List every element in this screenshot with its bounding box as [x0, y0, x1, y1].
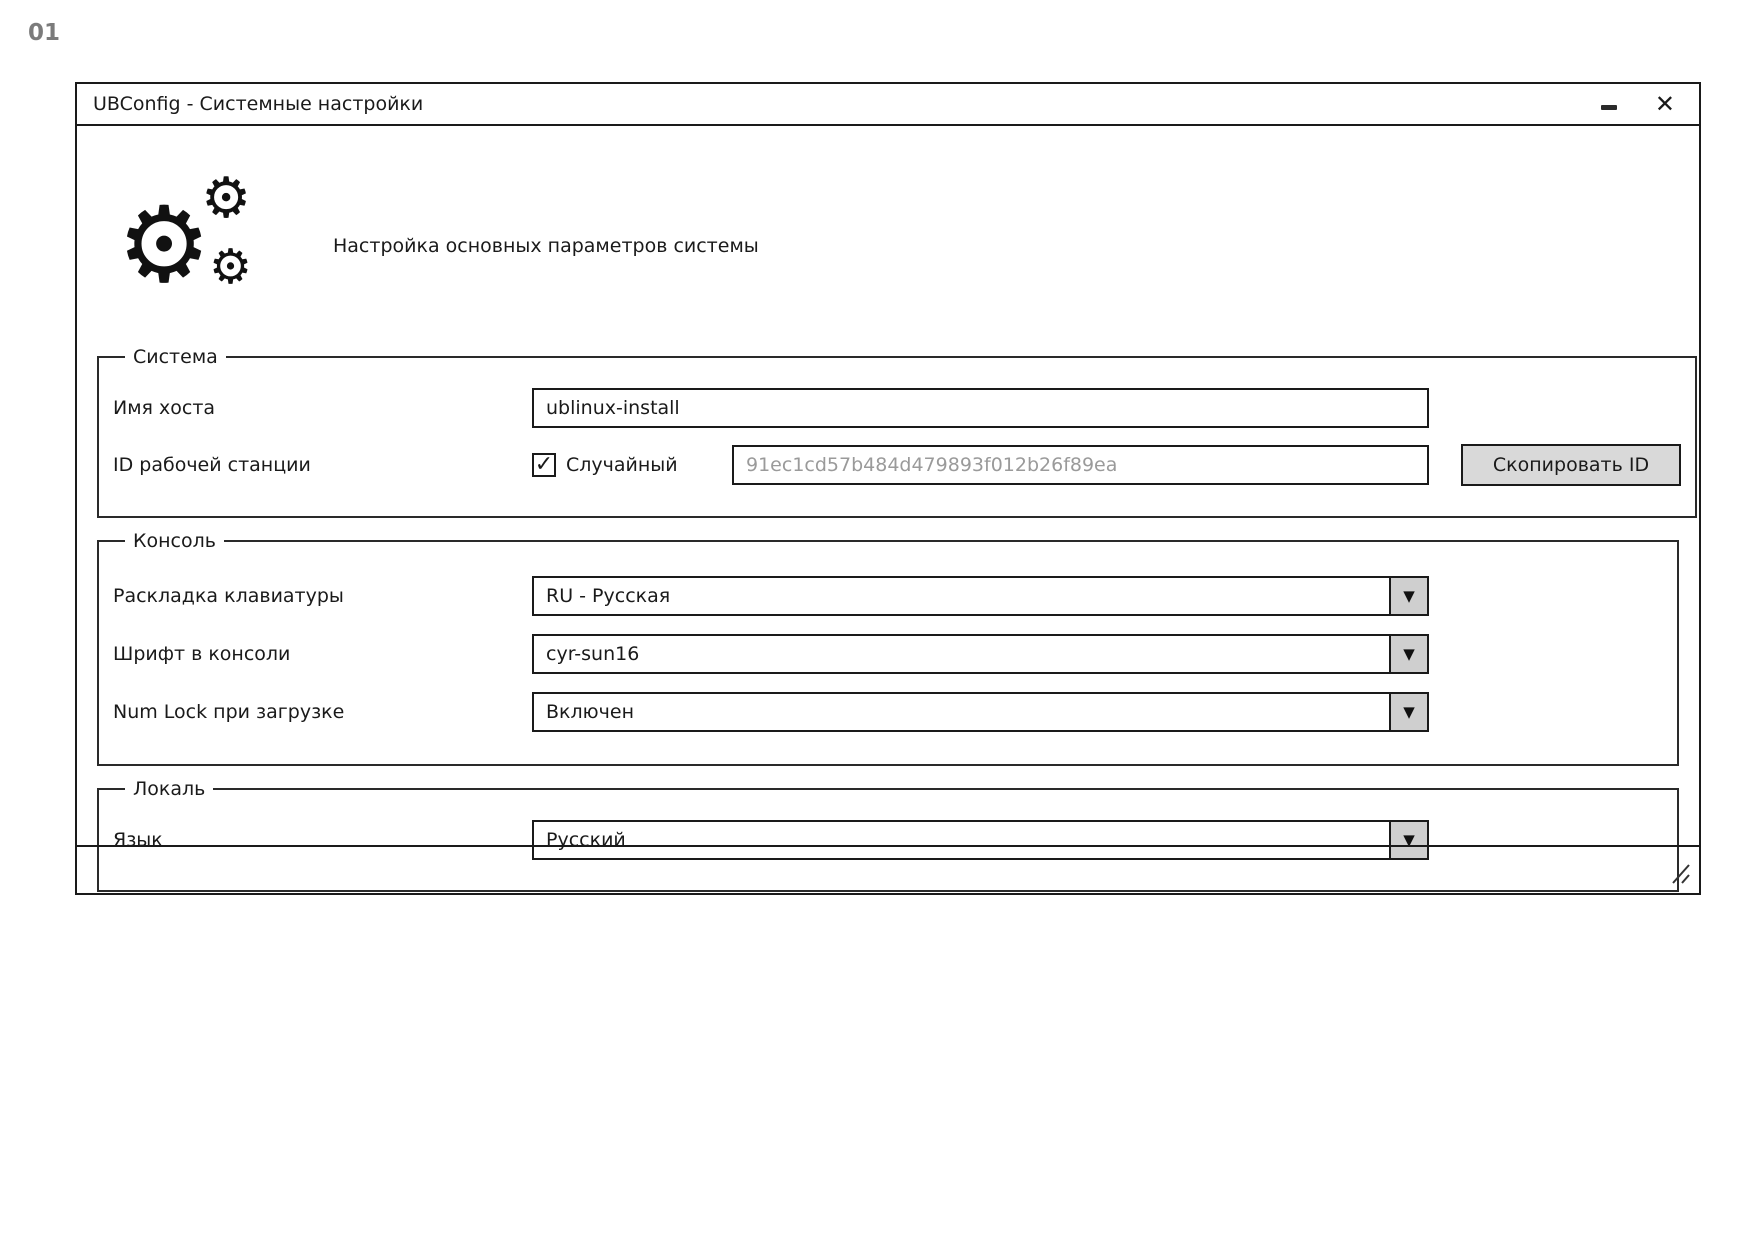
keyboard-layout-row: [113, 576, 1663, 616]
workstation-id-input[interactable]: [732, 445, 1429, 485]
chevron-down-icon[interactable]: ▼: [1389, 694, 1427, 730]
titlebar[interactable]: [77, 84, 1699, 126]
hostname-label: Имя хоста: [113, 397, 216, 419]
keyboard-layout-value: RU - Русская: [546, 585, 671, 607]
numlock-select[interactable]: [532, 692, 1429, 732]
header-row: [97, 146, 1679, 346]
console-font-value: cyr-sun16: [546, 643, 640, 665]
gears-icon: [117, 166, 277, 321]
copy-id-button[interactable]: Скопировать ID: [1461, 444, 1681, 486]
workstation-id-row: [113, 444, 1681, 486]
gear-icon-large: ⚙: [117, 184, 212, 306]
minimize-button[interactable]: [1597, 92, 1621, 116]
group-console: [97, 530, 1679, 766]
keyboard-layout-select[interactable]: [532, 576, 1429, 616]
numlock-label: Num Lock при загрузке: [113, 701, 345, 723]
numlock-value: Включен: [546, 701, 634, 723]
window-content: [77, 126, 1699, 892]
group-system-legend: Система: [133, 346, 218, 368]
header-description: Настройка основных параметров системы: [333, 235, 759, 257]
ubconfig-window: [75, 82, 1701, 895]
minimize-icon: [1601, 105, 1617, 110]
gear-icon-tiny: ⚙: [209, 239, 253, 295]
hostname-row: [113, 388, 1681, 428]
language-label: Язык: [113, 829, 163, 851]
page-number: 01: [28, 20, 61, 46]
window-controls: [1597, 92, 1683, 116]
resize-grip-icon[interactable]: [1665, 859, 1691, 885]
window-title: UBConfig - Системные настройки: [93, 93, 424, 115]
random-checkbox-label[interactable]: Случайный: [566, 454, 678, 476]
chevron-down-icon[interactable]: ▼: [1389, 822, 1427, 858]
group-console-legend: Консоль: [133, 530, 216, 552]
gear-icon-small: ⚙: [201, 166, 252, 231]
group-system: [97, 346, 1697, 518]
numlock-row: [113, 692, 1663, 732]
random-checkbox[interactable]: [532, 453, 556, 477]
hostname-input[interactable]: [532, 388, 1429, 428]
language-value: Русский: [546, 829, 626, 851]
chevron-down-icon[interactable]: ▼: [1389, 578, 1427, 614]
console-font-select[interactable]: [532, 634, 1429, 674]
keyboard-layout-label: Раскладка клавиатуры: [113, 585, 344, 607]
close-icon: ✕: [1654, 90, 1675, 118]
workstation-id-label: ID рабочей станции: [113, 454, 311, 476]
chevron-down-icon[interactable]: ▼: [1389, 636, 1427, 672]
status-bar: [77, 845, 1699, 893]
close-button[interactable]: [1655, 92, 1675, 116]
checkmark-icon: ✓: [534, 452, 554, 477]
group-locale-legend: Локаль: [133, 778, 206, 800]
console-font-label: Шрифт в консоли: [113, 643, 291, 665]
random-checkbox-wrap: [532, 453, 732, 477]
console-font-row: [113, 634, 1663, 674]
